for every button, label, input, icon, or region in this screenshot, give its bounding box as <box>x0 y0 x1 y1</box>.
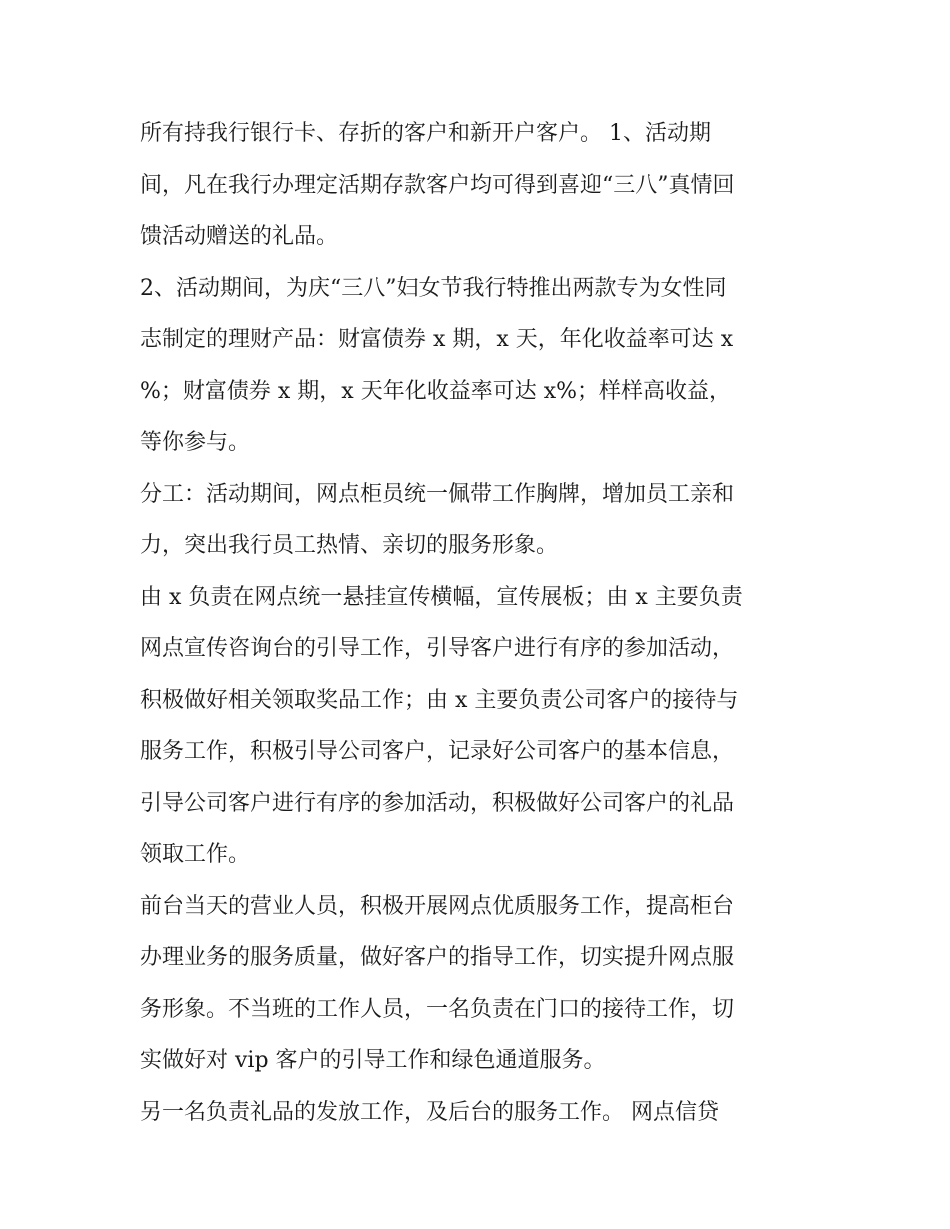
text-line: 所有持我行银行卡、存折的客户和新开户客户。 1、活动期 <box>140 121 711 146</box>
text-line: 馈活动赠送的礼品。 <box>140 224 339 249</box>
text-line: 志制定的理财产品：财富债券 x 期，x 天，年化收益率可达 x <box>140 327 734 352</box>
text-line: %；财富债券 x 期，x 天年化收益率可达 x%；样样高收益， <box>140 378 732 404</box>
text-line: 服务工作，积极引导公司客户，记录好公司客户的基本信息， <box>140 739 735 764</box>
text-line: 网点宣传咨询台的引导工作，引导客户进行有序的参加活动， <box>140 636 735 661</box>
text-line: 另一名负责礼品的发放工作，及后台的服务工作。 网点信贷 <box>140 1099 719 1125</box>
text-line: 2、活动期间，为庆“三八”妇女节我行特推出两款专为女性同 <box>140 275 727 301</box>
text-line: 前台当天的营业人员，积极开展网点优质服务工作，提高柜台 <box>140 893 735 919</box>
text-line: 领取工作。 <box>140 842 251 867</box>
text-line: 积极做好相关领取奖品工作；由 x 主要负责公司客户的接待与 <box>140 687 739 713</box>
document-body <box>140 108 820 1138</box>
text-line: 由 x 负责在网点统一悬挂宣传横幅，宣传展板；由 x 主要负责 <box>140 584 743 610</box>
text-line: 务形象。不当班的工作人员，一名负责在门口的接待工作，切 <box>140 996 735 1022</box>
text-line: 间，凡在我行办理定活期存款客户均可得到喜迎“三八”真情回 <box>140 172 735 198</box>
text-line: 等你参与。 <box>140 430 251 455</box>
text-line: 力，突出我行员工热情、亲切的服务形象。 <box>140 533 559 558</box>
text-line: 办理业务的服务质量，做好客户的指导工作，切实提升网点服 <box>140 945 735 970</box>
text-line: 引导公司客户进行有序的参加活动，积极做好公司客户的礼品 <box>140 790 735 816</box>
text-line: 实做好对 vip 客户的引导工作和绿色通道服务。 <box>140 1048 606 1073</box>
text-line: 分工：活动期间，网点柜员统一佩带工作胸牌，增加员工亲和 <box>140 481 735 507</box>
